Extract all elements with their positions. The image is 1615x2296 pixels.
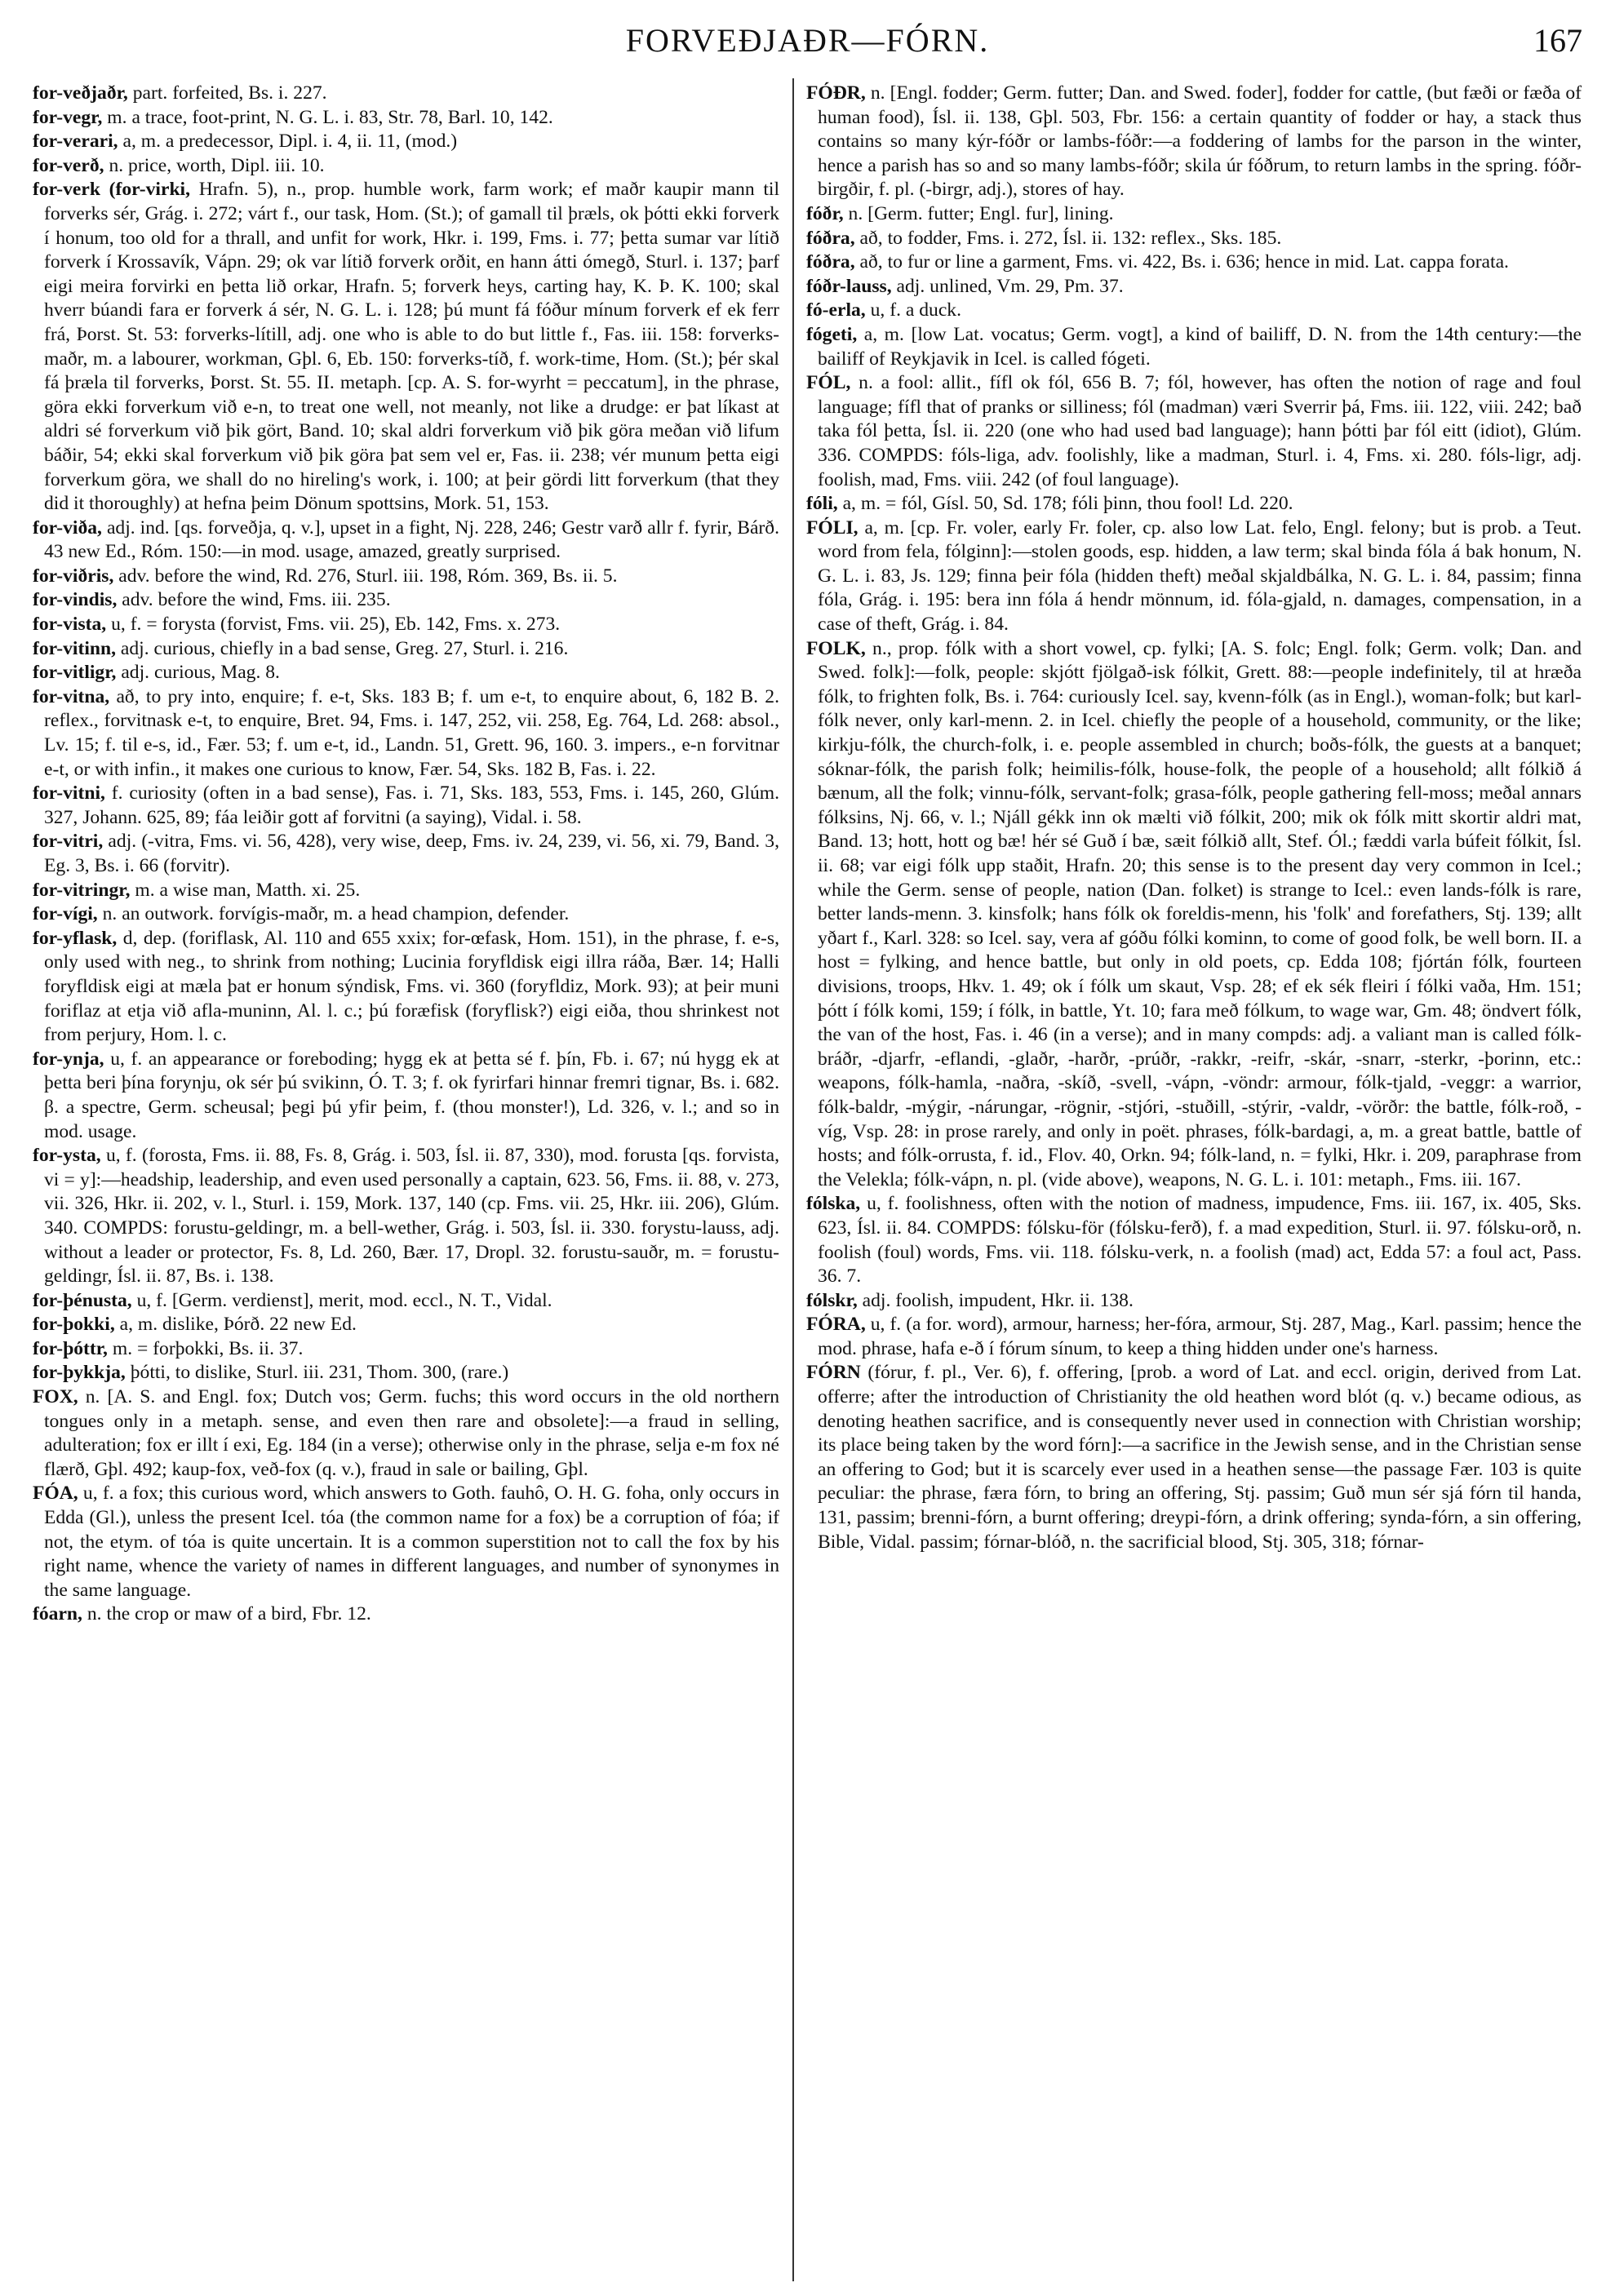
dictionary-entry <box>806 1289 1582 1314</box>
page-title: FORVEÐJAÐR—FÓRN. <box>625 22 990 59</box>
dictionary-entry <box>33 613 779 637</box>
entry-definition: u, f. (forosta, Fms. ii. 88, Fs. 8, Grág. i. 503, Ísl. ii. 87, 330), mod. forusta [qs. forvista, vi = y]:—headship, leadership, and even used personally a captain, 623. 56, Fms. ii. 88, v. 273, vii. 326, Hkr. ii. 202, v. l., Sturl. i. 159, Mork. 137, 140 (cp. Fms. vii. 25, Hkr. iii. 206), Glúm. 340. COMPDS: forustu-geldingr, m. a bell-wether, Grág. i. 503, Ísl. ii. 330. forystu-lauss, adj. without a leader or protector, Fs. 8, Ld. 260, Bær. 17, Dropl. 32. forustu-sauðr, m. = forustu-geldingr, Ísl. ii. 87, Bs. i. 138. <box>44 1145 779 1288</box>
entry-definition: n. [Germ. futter; Engl. fur], lining. <box>843 202 1114 224</box>
entry-headword: fóli, <box>806 493 838 515</box>
entry-definition: adj. foolish, impudent, Hkr. ii. 138. <box>857 1289 1134 1311</box>
dictionary-entry <box>33 637 779 662</box>
dictionary-entry <box>806 1192 1582 1288</box>
column-divider <box>792 78 794 2281</box>
entry-headword: fó-erla, <box>806 299 866 321</box>
dictionary-entry <box>806 637 1582 1193</box>
entry-headword: for-verk (for-virki, <box>33 179 191 201</box>
entry-definition: að, to fodder, Fms. i. 272, Ísl. ii. 132: reflex., Sks. 185. <box>854 227 1282 249</box>
entry-headword: fólskr, <box>806 1289 858 1311</box>
entry-definition: (fórur, f. pl., Ver. 6), f. offering, [prob. a word of Lat. and eccl. origin, derived from Lat. offerre; after the introduction of Christianity the old heathen word blót (q. v.) became odious, as denoting heathen sacrifice, and is consequently never used in connection with Christian worship; its place being taken by the word fórn]:—a sacrifice in the Jewish sense, and in the Christian sense an offering to God; but it is scarcely ever used in a heathen sense—the passage Fær. 103 is quite peculiar: the phrase, færa fórn, to bring an offering, Stj. passim; Guð mun sér sjá fórn til handa, 131, passim; brenni-fórn, a burnt offering; dreypi-fórn, a drink offering; synda-fórn, a sin offering, Bible, Vidal. passim; fórnar-blóð, n. the sacrificial blood, Stj. 305, 318; fórnar- <box>818 1362 1582 1553</box>
entry-definition: a, m. dislike, Þórð. 22 new Ed. <box>114 1314 357 1336</box>
entry-definition: u, f. an appearance or foreboding; hygg ek at þetta sé f. þín, Fb. i. 67; nú hygg ek at þetta beri þína forynju, ok sér þú svikinn, Ó. T. 3; f. ok fyrirfari hinnar fremri tignar, Bs. i. 682. β. a spectre, Germ. scheusal; þegi þú yfir þeim, f. (thou monster!), Ld. 326, v. l.; and so in mod. usage. <box>44 1048 779 1142</box>
dictionary-entry <box>33 782 779 830</box>
dictionary-entry <box>33 902 779 927</box>
dictionary-entry <box>33 685 779 782</box>
entry-definition: m. a trace, foot-print, N. G. L. i. 83, Str. 78, Barl. 10, 142. <box>102 106 553 128</box>
entry-headword: for-yflask, <box>33 927 118 949</box>
entry-headword: for-viða, <box>33 516 102 539</box>
dictionary-entry <box>33 106 779 131</box>
dictionary-entry <box>806 275 1582 299</box>
entry-definition: adv. before the wind, Fms. iii. 235. <box>117 589 391 611</box>
entry-definition: þótti, to dislike, Sturl. iii. 231, Thom. 300, (rare.) <box>125 1362 509 1384</box>
dictionary-entry <box>33 1385 779 1482</box>
entry-headword: for-vígi, <box>33 903 98 925</box>
entry-definition: part. forfeited, Bs. i. 227. <box>127 82 327 104</box>
entry-headword: for-vitna, <box>33 685 110 707</box>
entry-headword: for-vitri, <box>33 831 104 853</box>
dictionary-entry <box>33 1602 779 1627</box>
dictionary-entry <box>806 492 1582 516</box>
dictionary-entry <box>33 1048 779 1144</box>
entry-definition: u, f. = forysta (forvist, Fms. vii. 25), Eb. 142, Fms. x. 273. <box>106 614 561 636</box>
dictionary-entry <box>33 1313 779 1337</box>
dictionary-entry <box>33 661 779 685</box>
entry-headword: for-þykkja, <box>33 1362 126 1384</box>
entry-definition: a, m. [cp. Fr. voler, early Fr. foler, cp. also low Lat. felo, Engl. felony; but is prob. a Teut. word from fela, fólginn]:—stolen goods, esp. hidden, a law term; skal binda fóla á bak honum, N. G. L. i. 83, Js. 129; finna þeir fóla (hidden theft) meðal skjaldbálka, N. G. L. i. 84, passim; finna fóla, Grág. i. 195: bera inn fóla á hendr mönnum, id. fóla-gjald, n. damages, compensation, in a case of theft, Grág. i. 84. <box>818 516 1582 636</box>
entry-definition: adj. (-vitra, Fms. vi. 56, 428), very wise, deep, Fms. iv. 24, 239, vi. 56, xi. 79, Band. 3, Eg. 3, Bs. i. 66 (forvitr). <box>44 831 779 876</box>
entry-headword: for-vindis, <box>33 589 118 611</box>
dictionary-entry <box>806 82 1582 202</box>
entry-headword: for-ysta, <box>33 1145 101 1167</box>
dictionary-entry <box>33 1361 779 1385</box>
entry-headword: for-ynja, <box>33 1048 104 1070</box>
entry-definition: u, f. a fox; this curious word, which answers to Goth. fauhô, O. H. G. foha, only occurs in Edda (Gl.), unless the present Icel. tóa (the common name for a fox) be a corruption of fóa; if not, the etym. of tóa is quite uncertain. It is a common superstition not to call the fox by his right name, whence the variety of names in different languages, and number of synonymes in the same language. <box>44 1483 779 1601</box>
entry-headword: fóðr-lauss, <box>806 275 892 297</box>
entry-headword: for-viðris, <box>33 565 114 587</box>
entry-headword: fógeti, <box>806 323 858 345</box>
entry-headword: FÓÐR, <box>806 82 866 104</box>
entry-headword: FÓRA, <box>806 1314 866 1336</box>
entry-headword: FÓL, <box>806 372 851 394</box>
entry-definition: n. price, worth, Dipl. iii. 10. <box>104 154 325 176</box>
entry-definition: u, f. [Germ. verdienst], merit, mod. eccl., N. T., Vidal. <box>131 1289 552 1311</box>
entry-headword: for-vitligr, <box>33 662 117 684</box>
entry-headword: FÓA, <box>33 1483 78 1505</box>
entry-headword: for-verð, <box>33 154 104 176</box>
entry-definition: adj. curious, chiefly in a bad sense, Greg. 27, Sturl. i. 216. <box>116 637 569 659</box>
entry-definition: Hrafn. 5), n., prop. humble work, farm work; ef maðr kaupir mann til forverks sér, Grág. i. 272; várt f., our task, Hom. (St.); of gamall til þræls, ok þótti ekki forverk í honum, too old for a thrall, and unfit for work, Hkr. i. 199, Fms. i. 77; þetta sumar var lítið forverk í Krossavík, Vápn. 29; ok var lítið forverk orðit, en hann átti ómegð, Sturl. i. 137; þarf eigi meira forvirki en þetta lið orkar, Hrafn. 5; forverk heys, carting hay, K. Þ. K. 100; skal hverr búandi fara er forverk á sér, N. G. L. i. 128; þú munt fá fóður mínum forverk ef ek ferr frá, Þorst. St. 53: forverks-lítill, adj. one who is able to do but little f., Fas. iii. 158: forverks-maðr, m. a labourer, workman, Gþl. 6, Eb. 150: forverks-tíð, f. work-time, Hom. (St.); þér skal fá þræla til forverks, Þorst. St. 55. II. metaph. [cp. A. S. for-wyrht = peccatum], in the phrase, göra ekki forverkum við e-n, to treat one well, not meanly, not like a drudge: er þat líkast at aldri sé forverkum við þik gört, Band. 10; skal aldri forverkum við þik göra meðan við lifum báðir, 54; ekki skal forverkum við þik göra þat sem vel er, Fas. ii. 238; vér munum þetta eigi forverkum göra, we shall do no hireling's work, i. 100; at þeir gördi litt forverkum (that they did it thoroughly) at hefna þeim Dönum spottsins, Mork. 51, 153. <box>44 179 779 515</box>
entry-definition: u, f. a duck. <box>865 299 961 321</box>
entry-headword: for-vegr, <box>33 106 103 128</box>
dictionary-entry <box>33 154 779 179</box>
entry-headword: FÓLI, <box>806 516 859 539</box>
entry-headword: for-vitinn, <box>33 637 117 659</box>
dictionary-entry <box>806 250 1582 275</box>
dictionary-entry <box>33 1144 779 1289</box>
dictionary-entry <box>806 202 1582 227</box>
dictionary-entry <box>33 516 779 565</box>
entry-headword: FOLK, <box>806 637 866 659</box>
dictionary-entry <box>806 1361 1582 1554</box>
entry-definition: adj. ind. [qs. forveðja, q. v.], upset in a fight, Nj. 228, 246; Gestr varð allr f. fyrir, Bárð. 43 new Ed., Róm. 150:—in mod. usage, amazed, greatly surprised. <box>44 516 779 563</box>
entry-headword: for-vitni, <box>33 782 105 804</box>
entry-headword: FOX, <box>33 1386 78 1408</box>
dictionary-entry <box>806 371 1582 492</box>
dictionary-entry <box>806 323 1582 371</box>
dictionary-entry <box>33 82 779 106</box>
entry-headword: for-þokki, <box>33 1314 115 1336</box>
entry-definition: n. the crop or maw of a bird, Fbr. 12. <box>82 1603 371 1625</box>
entry-headword: for-þénusta, <box>33 1289 132 1311</box>
dictionary-entry <box>33 1337 779 1362</box>
entry-definition: n. a fool: allit., fífl ok fól, 656 B. 7; fól, however, has often the notion of rage and foul language; fífl that of pranks or silliness; fól (madman) væri Sverrir þá, Fms. iii. 122, viii. 242; bað taka fól þetta, Ísl. ii. 220 (one who had used bad language); hann þótti þar fól eitt (idiot), Glúm. 336. COMPDS: fóls-liga, adv. foolishly, like a madman, Sturl. i. 4, Fms. xi. 280. fóls-ligr, adj. foolish, mad, Fms. viii. 242 (of foul language). <box>818 372 1582 490</box>
entry-headword: fóðra, <box>806 251 855 273</box>
dictionary-entry <box>33 588 779 613</box>
dictionary-entry <box>33 927 779 1048</box>
entry-definition: a, m. [low Lat. vocatus; Germ. vogt], a kind of bailiff, D. N. from the 14th century:—the bailiff of Reykjavik in Icel. is called fógeti. <box>818 323 1582 370</box>
entry-definition: m. = forþokki, Bs. ii. 37. <box>107 1337 304 1359</box>
entry-headword: fóðr, <box>806 202 844 224</box>
entry-headword: for-verari, <box>33 131 118 153</box>
dictionary-entry <box>806 227 1582 251</box>
dictionary-entry <box>806 516 1582 637</box>
left-column <box>33 82 779 2276</box>
dictionary-entry <box>33 830 779 878</box>
entry-headword: for-vitringr, <box>33 879 131 901</box>
entry-headword: for-þóttr, <box>33 1337 108 1359</box>
entry-headword: fóarn, <box>33 1603 82 1625</box>
dictionary-entry <box>33 1482 779 1602</box>
entry-definition: n. [Engl. fodder; Germ. futter; Dan. and Swed. foder], fodder for cattle, (but fæði or fæða of human food), Ísl. ii. 138, Gþl. 503, Fbr. 156: a certain quantity of fodder or hay, a stack thus contains so many kýr-fóðr or lambs-fóðr:—a foddering of lambs for the parson in the winter, hence a parish has so and so many lambs-fóðr; skila úr fóðrum, to return lambs in the spring. fóðr-birgðir, f. pl. (-birgr, adj.), stores of hay. <box>818 82 1582 201</box>
page-number: 167 <box>1533 22 1582 59</box>
entry-definition: n. an outwork. forvígis-maðr, m. a head champion, defender. <box>97 903 570 925</box>
entry-definition: m. a wise man, Matth. xi. 25. <box>130 879 361 901</box>
dictionary-entry <box>33 130 779 154</box>
right-column <box>806 82 1582 2276</box>
entry-definition: u, f. (a for. word), armour, harness; her-fóra, armour, Stj. 287, Mag., Karl. passim; hence the mod. phrase, hafa e-ð í fórum sínum, to keep a thing hidden under one's harness. <box>818 1314 1582 1359</box>
entry-headword: fóðra, <box>806 227 855 249</box>
entry-headword: FÓRN <box>806 1362 861 1384</box>
entry-definition: a, m. = fól, Gísl. 50, Sd. 178; fóli þinn, thou fool! Ld. 220. <box>837 493 1293 515</box>
entry-headword: for-vista, <box>33 614 107 636</box>
entry-definition: n. [A. S. and Engl. fox; Dutch vos; Germ. fuchs; this word occurs in the old northern tongues only in a metaph. sense, and even then rare and obsolete]:—a fraud in selling, adulteration; fox er illt í exi, Eg. 184 (in a verse); otherwise only in the phrase, selja e-m fox né flærð, Gþl. 492; kaup-fox, veð-fox (q. v.), fraud in sale or bailing, Gþl. <box>44 1386 779 1480</box>
entry-definition: a, m. a predecessor, Dipl. i. 4, ii. 11, (mod.) <box>118 131 458 153</box>
entry-headword: fólska, <box>806 1193 861 1215</box>
dictionary-entry <box>806 1313 1582 1361</box>
dictionary-entry <box>33 1289 779 1314</box>
dictionary-entry <box>806 299 1582 323</box>
entry-definition: f. curiosity (often in a bad sense), Fas. i. 71, Sks. 183, 553, Fms. i. 145, 260, Glúm. 327, Johann. 625, 89; fáa leiðir gott af forvitni (a saying), Vidal. i. 58. <box>44 782 779 828</box>
entry-definition: n., prop. fólk with a short vowel, cp. fylki; [A. S. folc; Engl. folk; Germ. volk; Dan. and Swed. folk]:—folk, people: skjótt fjölgað-isk fólkit, Grett. 88:—people indefinitely, til at hræða fólk, to frighten folk, Bs. i. 764: curiously Icel. say, kvenn-fólk (as in Engl.), woman-folk; but karl-fólk never, only karl-menn. 2. in Icel. chiefly the people of a household, community, or the like; kirkju-fólk, the church-folk, i. e. people assembled in church; boðs-fólk, the guests at a banquet; sóknar-fólk, the parish folk; heimilis-fólk, house-folk, the people of a household; allt fólkið á bænum, all the folk; vinnu-fólk, servant-folk; grasa-fólk, people gathering fell-moss; meðal annars fólksins, Nj. 66, v. l.; Njáll gékk inn ok mælti við fólkit, 200; mik ok fólk mitt skortir aldri mat, Band. 13; hott, hott og bæ! hér sé Guð í bæ, sæit fólkið allt, Stef. Ól.; fæddi varla búfeit fólkit, Ísl. ii. 68; var eigi fólk upp staðit, Hrafn. 20; this sense is to the present day very common in Icel.; while the Germ. sense of people, nation (Dan. folket) is strange to Icel.: even lands-fólk is rare, better lands-menn. 3. kinsfolk; hans fólk ok foreldis-menn, his 'folk' and forefathers, Stj. 139; allt yðart f., Karl. 328: so Icel. say, vera af góðu fólki kominn, to come of good folk, be well born. II. a host = fylking, and hence battle, but only in old poets, cp. Edda 108; fjórtán fólk, fourteen divisions, troops, Hkv. 1. 49; ok í fólk um skaut, Vsp. 28; ef ek sék fleiri í fólki vaða, Hm. 151; þótt í fólk komi, 159; í fólk, in battle, Yt. 10; fara með fólkum, to wage war, Gm. 48; öndvert fólk, the van of the host, Fas. i. 46 (in a verse); and in many compds: adj. a valiant man is called fólk-bráðr, -djarfr, -eflandi, -glaðr, -harðr, -prúðr, -rakkr, -reifr, -skár, -snarr, -sterkr, -þorinn, etc.: weapons, fólk-hamla, -naðra, -skíð, -svell, -vápn, -vöndr: armour, fólk-tjald, -veggr: a warrior, fólk-baldr, -mýgir, -nárungar, -rögnir, -stjóri, -stuðill, -stýrir, -valdr, -vörðr: the battle, fólk-roð, -víg, Vsp. 28: in prose rarely, and only in poët. phrases, fólk-bardagi, a, m. a great battle, battle of hosts; and fólk-orrusta, f. id., Flov. 40, Orkn. 94; fólk-land, n. = fylki, Hkr. i. 209, paraphrase from the Velekla; fólk-vápn, n. pl. (vide above), weapons, N. G. L. i. 101: metaph., Fms. iii. 167. <box>818 637 1582 1190</box>
dictionary-entry <box>33 178 779 516</box>
entry-definition: að, to pry into, enquire; f. e-t, Sks. 183 B; f. um e-t, to enquire about, 6, 182 B. 2. reflex., forvitnask e-t, to enquire, Bret. 94, Fms. i. 147, 252, vii. 258, Eg. 764, Ld. 268: absol., Lv. 15; f. til e-s, id., Fær. 53; f. um e-t, id., Landn. 51, Grett. 96, 160. 3. impers., e-n forvitnar e-t, or with infin., it makes one curious to know, Fær. 54, Sks. 182 B, Fas. i. 22. <box>44 685 779 780</box>
dictionary-entry <box>33 565 779 589</box>
dictionary-entry <box>33 879 779 903</box>
entry-definition: adv. before the wind, Rd. 276, Sturl. iii. 198, Róm. 369, Bs. ii. 5. <box>113 565 618 587</box>
entry-definition: u, f. foolishness, often with the notion of madness, impudence, Fms. iii. 167, ix. 405, Sks. 623, Ísl. ii. 84. COMPDS: fólsku-för (fólsku-ferð), f. a mad expedition, Sturl. ii. 97. fólsku-orð, n. foolish (foul) words, Fms. vii. 118. fólsku-verk, n. a foolish (mad) act, Edda 57: a foul act, Pass. 36. 7. <box>818 1193 1582 1288</box>
entry-definition: adj. unlined, Vm. 29, Pm. 37. <box>891 275 1124 297</box>
page-header <box>33 21 1582 65</box>
entry-headword: for-veðjaðr, <box>33 82 128 104</box>
entry-definition: d, dep. (foriflask, Al. 110 and 655 xxix; for-œfask, Hom. 151), in the phrase, f. e-s, only used with neg., to shrink from nothing; Lucinia foryfldisk eigi illra ráða, Bær. 14; Halli foryfldisk eigi at mæla þat er honum sýndisk, Fms. vi. 360 (foryfldiz, Mork. 93); at þeir muni foriflaz at etja við afla-muninn, Al. l. c.; þú foræfisk (foryflisk?) eigi eiða, thou shrinkest not from perjury, Hom. l. c. <box>44 927 779 1046</box>
entry-definition: adj. curious, Mag. 8. <box>116 662 280 684</box>
entry-definition: að, to fur or line a garment, Fms. vi. 422, Bs. i. 636; hence in mid. Lat. cappa forata. <box>854 251 1509 273</box>
